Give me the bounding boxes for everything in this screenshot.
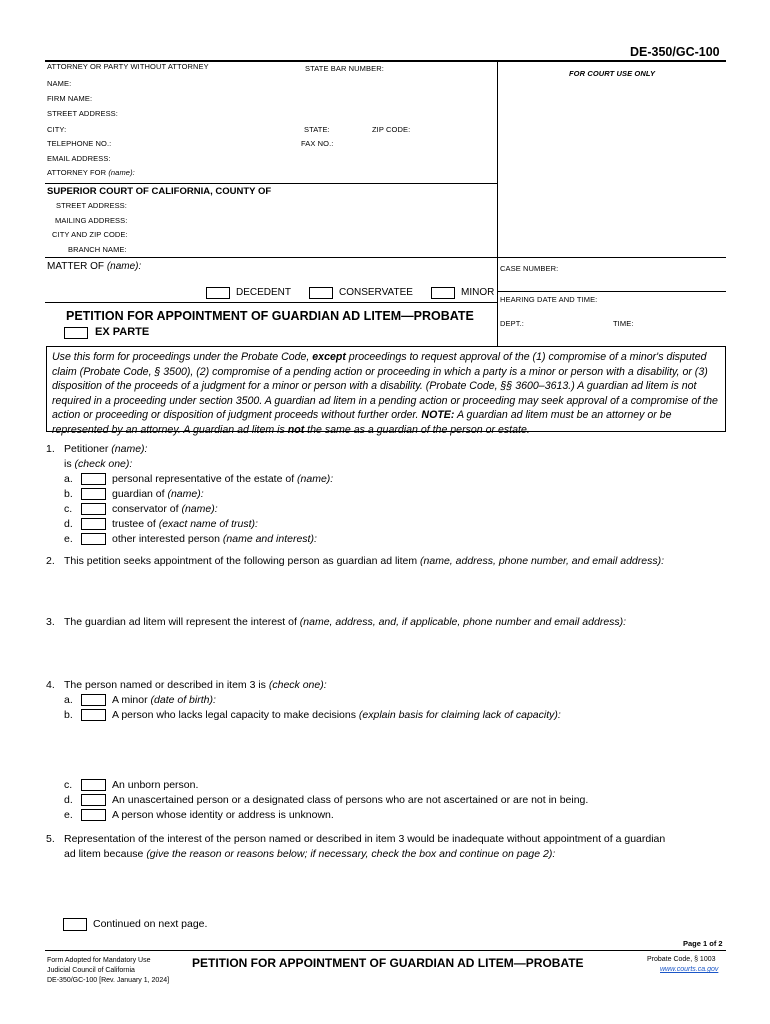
option-c-text: conservator of — [112, 503, 179, 515]
item-4e-text: A person whose identity or address is unknown. — [112, 809, 334, 821]
attorney-court-divider — [45, 183, 497, 184]
court-use-label: FOR COURT USE ONLY — [569, 69, 656, 78]
court-branch-field[interactable]: BRANCH NAME: — [68, 245, 127, 254]
form-title: PETITION FOR APPOINTMENT OF GUARDIAN AD LITEM—PROBATE — [66, 309, 474, 323]
option-e-label — [112, 532, 317, 547]
item-3-number: 3. — [46, 616, 55, 628]
dept-field[interactable]: DEPT.: — [500, 319, 524, 328]
adoption-line-1: Form Adopted for Mandatory Use — [47, 957, 151, 964]
item-3-text: The guardian ad litem will represent the interest of — [64, 616, 297, 628]
item-4e-letter: e. — [64, 809, 73, 821]
item-1-number: 1. — [46, 443, 55, 455]
attorney-for-label: ATTORNEY FOR — [47, 168, 107, 177]
item-4a-letter: a. — [64, 694, 73, 706]
adoption-line-2: Judicial Council of California — [47, 967, 135, 974]
item-2-number: 2. — [46, 555, 55, 567]
item-4-hint: (check one): — [268, 679, 327, 691]
matter-of-hint: (name): — [106, 261, 142, 272]
option-a-letter: a. — [64, 473, 73, 485]
item-5-text-2: ad litem because — [64, 848, 144, 860]
item-4b-checkbox[interactable] — [81, 709, 106, 721]
item-4-number: 4. — [46, 679, 55, 691]
item-4d-letter: d. — [64, 794, 73, 806]
item-4a-checkbox[interactable] — [81, 694, 106, 706]
item-4c-text: An unborn person. — [112, 779, 199, 791]
item-2-text: This petition seeks appointment of the following person as guardian ad litem — [64, 555, 418, 567]
matter-title-divider — [45, 302, 497, 303]
notice-note: NOTE: — [421, 409, 455, 422]
item-5-field[interactable] — [64, 847, 555, 862]
item-5-number: 5. — [46, 833, 55, 845]
item-2-hint: (name, address, phone number, and email address): — [420, 555, 665, 567]
court-city-zip-field[interactable]: CITY AND ZIP CODE: — [52, 230, 128, 239]
case-hearing-divider — [497, 291, 726, 292]
firm-name-field[interactable]: FIRM NAME: — [47, 94, 93, 103]
item-4c-checkbox[interactable] — [81, 779, 106, 791]
state-field[interactable]: STATE: — [304, 125, 330, 134]
item-3-hint: (name, address, and, if applicable, phone number and email address): — [299, 616, 627, 628]
footer-title: PETITION FOR APPOINTMENT OF GUARDIAN AD LITEM—PROBATE — [192, 956, 584, 970]
option-d-letter: d. — [64, 518, 73, 530]
is-label: is — [64, 458, 72, 470]
statute-reference: Probate Code, § 1003 — [647, 956, 716, 963]
notice-text-4: the same as a guardian of the person or estate. — [304, 423, 530, 436]
option-c-label — [112, 502, 218, 517]
minor-label: MINOR — [461, 287, 495, 298]
attorney-for-field[interactable] — [47, 168, 135, 177]
footer-rule — [45, 950, 726, 951]
item-4b-letter: b. — [64, 709, 73, 721]
option-b-letter: b. — [64, 488, 73, 500]
petitioner-is — [64, 457, 132, 472]
item-5-hint: (give the reason or reasons below; if necessary, check the box and continue on page 2): — [146, 848, 556, 860]
option-d-text: trustee of — [112, 518, 156, 530]
option-a-label — [112, 472, 333, 487]
adoption-line-3: DE-350/GC-100 [Rev. January 1, 2024] — [47, 977, 170, 984]
option-b-label — [112, 487, 204, 502]
ex-parte-label: EX PARTE — [95, 326, 150, 338]
court-mailing-field[interactable]: MAILING ADDRESS: — [55, 216, 128, 225]
matter-of-label: MATTER OF — [47, 261, 105, 272]
zip-field[interactable]: ZIP CODE: — [372, 125, 411, 134]
item-4b-hint: (explain basis for claiming lack of capacity): — [358, 709, 561, 721]
state-bar-label: STATE BAR NUMBER: — [305, 64, 384, 73]
option-c-hint: (name): — [181, 503, 218, 515]
minor-checkbox[interactable] — [431, 287, 455, 299]
continued-label: Continued on next page. — [93, 918, 208, 930]
decedent-label: DECEDENT — [236, 287, 292, 298]
item-4b-label — [112, 708, 561, 723]
option-c-letter: c. — [64, 503, 73, 515]
option-a-text: personal representative of the estate of — [112, 473, 295, 485]
item-3-field[interactable] — [64, 615, 626, 630]
case-number-field[interactable]: CASE NUMBER: — [500, 264, 559, 273]
item-4e-checkbox[interactable] — [81, 809, 106, 821]
header-divider — [497, 60, 498, 346]
option-a-hint: (name): — [297, 473, 334, 485]
street-address-field[interactable]: STREET ADDRESS: — [47, 109, 118, 118]
name-field[interactable]: NAME: — [47, 79, 72, 88]
city-field[interactable]: CITY: — [47, 125, 67, 134]
notice-text-3: A guardian ad litem must be an attorney or be represented by an attorney. A guardian ad litem is — [52, 409, 672, 436]
option-e-hint: (name and interest): — [222, 533, 317, 545]
form-code: DE-350/GC-100 — [630, 45, 720, 59]
petitioner-label: Petitioner — [64, 443, 109, 455]
item-4b-text: A person who lacks legal capacity to make decisions — [112, 709, 356, 721]
option-e-letter: e. — [64, 533, 73, 545]
matter-of-field[interactable] — [47, 261, 141, 272]
option-e-checkbox[interactable] — [81, 533, 106, 545]
attorney-for-hint: (name): — [108, 168, 135, 177]
attorney-header: ATTORNEY OR PARTY WITHOUT ATTORNEY — [47, 62, 209, 71]
item-5-text-1: Representation of the interest of the person named or described in item 3 would be inadequate without appointment of a guardian — [64, 833, 666, 845]
continued-checkbox[interactable] — [63, 918, 87, 931]
item-4d-checkbox[interactable] — [81, 794, 106, 806]
court-title: SUPERIOR COURT OF CALIFORNIA, COUNTY OF — [47, 186, 272, 197]
item-2-field[interactable] — [64, 554, 664, 569]
ex-parte-checkbox[interactable] — [64, 327, 88, 339]
is-hint: (check one): — [74, 458, 133, 470]
option-b-checkbox[interactable] — [81, 488, 106, 500]
court-matter-divider — [45, 257, 726, 258]
hearing-date-field[interactable]: HEARING DATE AND TIME: — [500, 295, 598, 304]
telephone-field[interactable]: TELEPHONE NO.: — [47, 139, 112, 148]
item-4a-text: A minor — [112, 694, 148, 706]
item-4-text — [64, 678, 327, 693]
notice-not: not — [287, 423, 305, 436]
time-field[interactable]: TIME: — [613, 319, 634, 328]
option-b-hint: (name): — [167, 488, 204, 500]
notice-text-2: proceedings to request approval of the (1) compromise of a minor's disputed claim (Probate Code, § 3500), (2) compromise of a pending action or proceeding in which a party is a minor or person with a disability, or (3) disposition of the proceeds of a judgment for a minor or person with a disability. (Probate Code, §§ 3600–3613.) A guardian ad litem is not required in a proceeding under section 3500. A guardian ad litem in a pending action or proceeding may seek approval of a compromise of the action or proceeding or disposition of judgment proceeds without further order. — [52, 351, 718, 422]
conservatee-label: CONSERVATEE — [339, 287, 413, 298]
adoption-info — [47, 956, 169, 986]
item-4a-hint: (date of birth): — [150, 694, 216, 706]
option-d-hint: (exact name of trust): — [158, 518, 258, 530]
instructions-notice — [46, 346, 726, 436]
option-c-checkbox[interactable] — [81, 503, 106, 515]
option-d-checkbox[interactable] — [81, 518, 106, 530]
courts-website-link[interactable]: www.courts.ca.gov — [660, 966, 719, 973]
item-4d-text: An unascertained person or a designated class of persons who are not ascertained or are not in being. — [112, 794, 589, 806]
notice-text-1: Use this form for proceedings under the Probate Code, — [52, 351, 313, 363]
option-e-text: other interested person — [112, 533, 220, 545]
item-4-lead: The person named or described in item 3 is — [64, 679, 266, 691]
court-street-field[interactable]: STREET ADDRESS: — [56, 201, 127, 210]
petitioner-hint: (name): — [111, 443, 148, 455]
page-number: Page 1 of 2 — [683, 939, 723, 948]
email-field[interactable]: EMAIL ADDRESS: — [47, 154, 111, 163]
conservatee-checkbox[interactable] — [309, 287, 333, 299]
option-d-label — [112, 517, 258, 532]
item-4a-label — [112, 693, 216, 708]
item-4c-letter: c. — [64, 779, 73, 791]
option-a-checkbox[interactable] — [81, 473, 106, 485]
notice-except: except — [312, 351, 346, 363]
petitioner-field[interactable] — [64, 442, 147, 457]
fax-field[interactable]: FAX NO.: — [301, 139, 334, 148]
decedent-checkbox[interactable] — [206, 287, 230, 299]
option-b-text: guardian of — [112, 488, 165, 500]
